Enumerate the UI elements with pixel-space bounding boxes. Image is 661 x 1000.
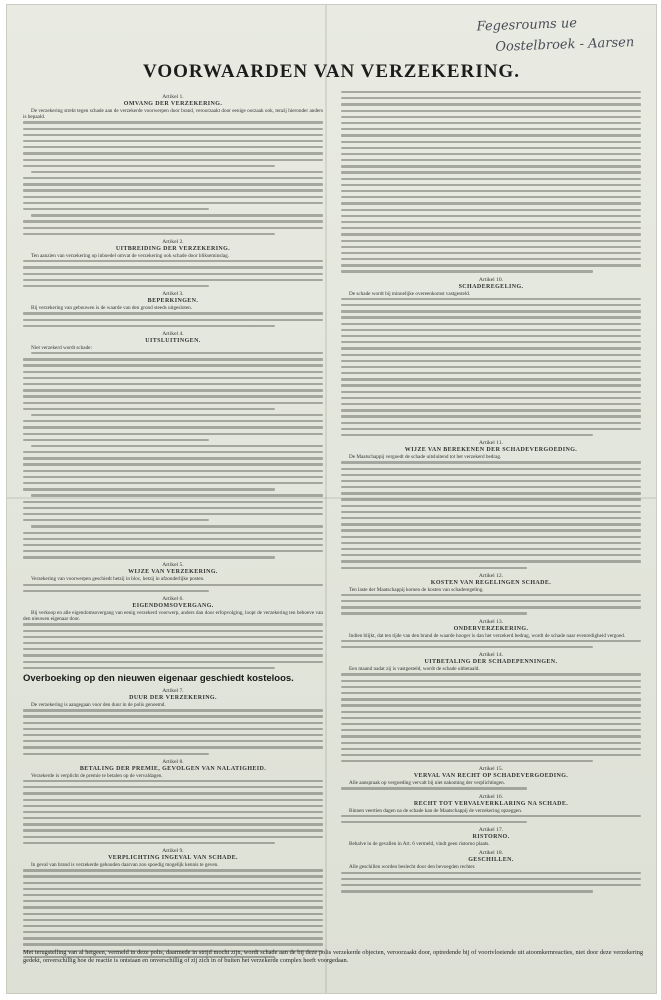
article-heading: UITBETALING DER SCHADEPENNINGEN.: [424, 659, 558, 666]
article-text: In geval van brand is verzekerde gehouden daarvan zoo spoedig mogelijk kennis te geven.: [31, 862, 219, 869]
article-text: Binnen veertien dagen na de schade kan de Maatschappij de verzekering opzeggen.: [349, 807, 523, 814]
article-heading: BEPERKINGEN.: [147, 298, 199, 305]
article-body-lines: [23, 780, 323, 844]
article-number: Artikel 8.: [162, 758, 184, 765]
article-6: [23, 596, 323, 669]
article-text: De verzekering strekt tegen schade aan de verzekerde voorwerpen door brand, veroorzaakt door eenige oorzaak ook, tenzij hieronder anders is bepaald.: [23, 108, 323, 121]
article-body-lines: [23, 260, 323, 287]
article-body-lines: [23, 584, 323, 592]
article-body-lines: [341, 298, 641, 436]
article-number: Artikel 15.: [478, 766, 504, 773]
article-14: [341, 652, 641, 762]
article-number: Artikel 18.: [478, 850, 504, 857]
atomic-exclusion-clause: Met terugstelling van al hetgeen, vermeld in deze polis, daarmede in strijd mocht zijn, wordt schade aan de bij deze polis verzekerde objecten, veroorzaakt door, optredende bij of voortvloeiende uit atoomkernreacties, niet door deze verzekering gedekt, onverschillig hoe de reactie is ontstaan en onverschillig of zij zich in of buiten het verzekerde complex heeft voorgedaan.: [23, 949, 643, 964]
article-17: [341, 827, 641, 847]
article-heading: DUUR DER VERZEKERING.: [129, 695, 217, 702]
article-number: Artikel 12.: [478, 572, 504, 579]
article-heading: WIJZE VAN BEREKENEN DER SCHADEVERGOEDING.: [404, 447, 578, 454]
article-4: [23, 331, 323, 559]
article-text: Alle geschillen worden beslecht door den bevoegden rechter.: [349, 864, 476, 871]
fold-crease-vertical: [325, 5, 327, 993]
document-title: VOORWAARDEN VAN VERZEKERING.: [143, 61, 520, 82]
article-body-lines: [341, 594, 641, 615]
article-heading: RISTORNO.: [472, 834, 510, 841]
article-heading: EIGENDOMSOVERGANG.: [132, 603, 214, 610]
article-7: [23, 688, 323, 755]
transfer-notice: Overboeking op den nieuwen eigenaar geschiedt kosteloos.: [23, 673, 294, 685]
article-heading: KOSTEN VAN REGELINGEN SCHADE.: [430, 579, 552, 586]
article-heading: WIJZE VAN VERZEKERING.: [128, 569, 218, 576]
article-body-lines: [23, 352, 323, 558]
article-body-lines: [341, 815, 641, 823]
article-number: Artikel 3.: [162, 291, 184, 298]
right-column: [341, 91, 641, 971]
article-15: [341, 766, 641, 790]
article-11: [341, 440, 641, 569]
article-number: Artikel 2.: [162, 238, 184, 245]
article-text: Bij verkoop en alle eigendomsovergang van eenig verzekerd voorwerp, anders dan door erfopvolging, loopt de verzekering ten behoeve van den nieuwen eigenaar door.: [23, 610, 323, 623]
article-12: [341, 573, 641, 615]
article-text: Ten aanzien van verzekering op inboedel omvat de verzekering ook schade door blikseminslag.: [31, 252, 229, 259]
article-heading: OMVANG DER VERZEKERING.: [123, 101, 223, 107]
article-body-lines: [341, 673, 641, 762]
article-13: [341, 619, 641, 649]
article-18: [341, 850, 641, 892]
article-10: [341, 277, 641, 437]
article-body-lines: [23, 312, 323, 327]
article-body-lines: [341, 640, 641, 648]
continued-text-lines: [341, 91, 641, 273]
article-heading: VERVAL VAN RECHT OP SCHADEVERGOEDING.: [413, 773, 569, 780]
article-number: Artikel 10.: [478, 276, 504, 283]
article-8: [23, 759, 323, 844]
article-text: De schade wordt bij minnelijke overeenkomst vastgesteld.: [349, 290, 471, 297]
article-number: Artikel 5.: [162, 562, 184, 569]
article-3: [23, 291, 323, 327]
article-heading: GESCHILLEN.: [468, 857, 514, 864]
article-text: Verzekerde is verplicht de premie te betalen op de vervaldagen.: [31, 772, 163, 779]
article-heading: UITBREIDING DER VERZEKERING.: [115, 245, 231, 252]
article-1: [23, 94, 323, 235]
article-heading: VERPLICHTING INGEVAL VAN SCHADE.: [108, 855, 238, 862]
article-9: [23, 848, 323, 958]
article-body-lines: [341, 872, 641, 893]
article-body-lines: [23, 869, 323, 958]
article-text: Niet verzekerd wordt schade:: [31, 344, 92, 351]
article-number: Artikel 14.: [478, 652, 504, 659]
article-body-lines: [23, 121, 323, 235]
article-number: Artikel 11.: [478, 440, 504, 447]
article-text: Ten laste der Maatschappij komen de kosten van schaderegeling.: [349, 586, 484, 593]
article-text: Verzekering van voorwerpen geschiedt hetzij in bloc, hetzij in afzonderlijke posten.: [31, 576, 205, 583]
article-heading: UITSLUITINGEN.: [145, 337, 201, 344]
policy-document-sheet: [6, 4, 657, 994]
left-column: [23, 91, 323, 971]
article-text: De verzekering is aangegaan voor den duur in de polis genoemd.: [31, 702, 166, 709]
article-heading: ONDERVERZEKERING.: [453, 625, 529, 632]
article-number: Artikel 16.: [478, 793, 504, 800]
article-body-lines: [341, 461, 641, 568]
article-5: [23, 562, 323, 592]
handwriting-line-1: Fegesroums ue: [476, 16, 578, 35]
article-number: Artikel 4.: [162, 330, 184, 337]
article-2: [23, 239, 323, 287]
article-number: Artikel 1.: [162, 94, 184, 100]
article-text: Bij verzekering van gebouwen is de waarde van den grond steeds uitgesloten.: [31, 305, 193, 312]
article-body-lines: [23, 623, 323, 669]
article-text: Een maand nadat zij is vastgesteld, wordt de schade uitbetaald.: [349, 666, 480, 673]
article-body-lines: [341, 787, 641, 789]
article-16: [341, 794, 641, 824]
article-text: Behalve in de gevallen in Art. 6 vermeld, vindt geen ristorno plaats.: [349, 841, 490, 848]
article-body-lines: [23, 709, 323, 755]
article-text: Indien blijkt, dat ten tijde van den brand de waarde hooger is dan het verzekerd bedrag, wordt de schade naar evenredigheid vergoed.: [349, 632, 626, 639]
article-number: Artikel 9.: [162, 848, 184, 855]
article-heading: BETALING DER PREMIE, GEVOLGEN VAN NALATIGHEID.: [79, 765, 267, 772]
handwritten-annotation: [446, 7, 653, 64]
article-number: Artikel 7.: [162, 688, 184, 695]
article-number: Artikel 6.: [162, 596, 184, 603]
handwriting-line-2: Oostelbroek - Aarsen: [495, 35, 635, 55]
article-heading: SCHADEREGELING.: [458, 283, 524, 290]
article-number: Artikel 13.: [478, 618, 504, 625]
article-text: De Maatschappij vergoedt de schade uitsluitend tot het verzekerd bedrag.: [349, 454, 502, 461]
article-text: Alle aanspraak op vergoeding vervalt bij niet nakoming der verplichtingen.: [349, 780, 506, 787]
article-number: Artikel 17.: [478, 827, 504, 834]
article-heading: RECHT TOT VERVALVERKLARING NA SCHADE.: [413, 800, 569, 807]
